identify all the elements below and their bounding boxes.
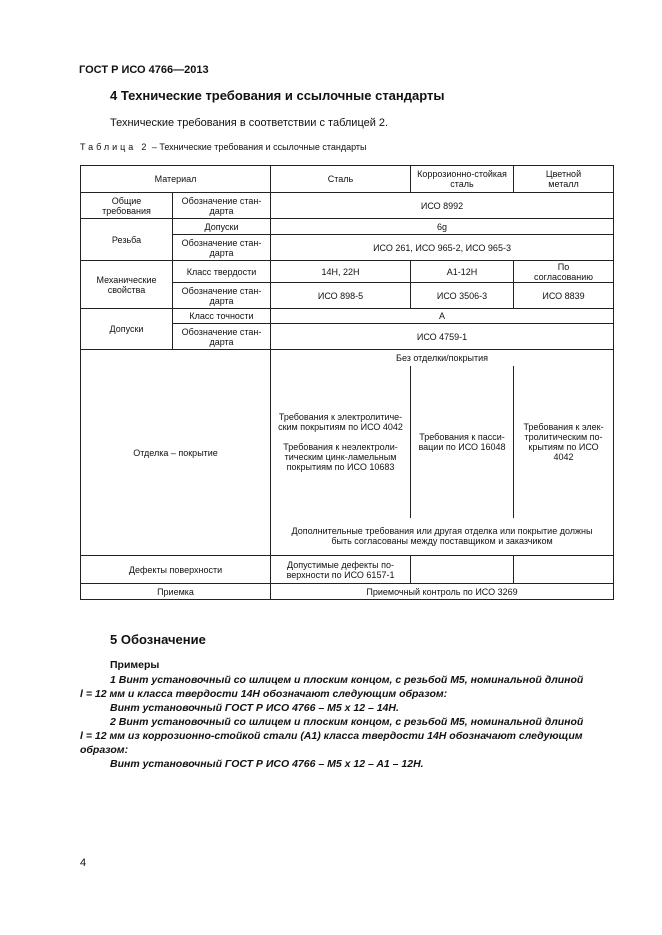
cell-tolerances: Допуски xyxy=(173,219,271,235)
example-1-designation: Винт установочный ГОСТ Р ИСО 4766 – M5 x 12 – 14H. xyxy=(110,702,399,714)
example-1-line-2: l = 12 мм и класса твердости 14H обозначают следующим образом: xyxy=(80,688,448,700)
section-5-title: 5 Обозначение xyxy=(110,632,206,647)
cell-stainless-finish: Требования к пасси- вации по ИСО 16048 xyxy=(411,366,514,518)
cell-iso8839: ИСО 8839 xyxy=(514,283,614,309)
cell-empty-stainless xyxy=(411,556,514,584)
cell-6g: 6g xyxy=(271,219,614,235)
cell-empty-nonferrous xyxy=(514,556,614,584)
cell-std-designation: Обозначение стан- дарта xyxy=(173,193,271,219)
requirements-table xyxy=(80,165,614,600)
cell-surface-defects: Допустимые дефекты по- верхности по ИСО 6157-1 xyxy=(271,556,411,584)
cell-no-finish: Без отделки/покрытия xyxy=(271,350,614,366)
steel-finish-zinc-flake: Требования к неэлектроли- тическим цинк-ламельным покрытиям по ИСО 10683 xyxy=(283,441,398,472)
header-nonferrous: Цветной металл xyxy=(514,166,614,193)
document-header: ГОСТ Р ИСО 4766—2013 xyxy=(79,64,209,76)
cell-nonferrous-finish: Требования к элек- тролитическим по- крытиям по ИСО 4042 xyxy=(514,366,614,518)
cell-std-designation: Обозначение стан- дарта xyxy=(173,283,271,309)
cell-thread-std: ИСО 261, ИСО 965-2, ИСО 965-3 xyxy=(271,235,614,261)
cell-steel-finish xyxy=(271,366,411,518)
steel-finish-electrolytic: Требования к электролитиче- ским покрытиям по ИСО 4042 xyxy=(278,411,403,432)
row-thread: Резьба xyxy=(81,219,173,261)
page-number: 4 xyxy=(80,857,87,869)
cell-stainless-hardness: A1-12H xyxy=(411,261,514,283)
cell-iso8992: ИСО 8992 xyxy=(271,193,614,219)
table-caption-word: Таблица xyxy=(80,142,137,152)
cell-iso898: ИСО 898-5 xyxy=(271,283,411,309)
header-material: Материал xyxy=(81,166,271,193)
row-general: Общие требования xyxy=(81,193,173,219)
cell-std-designation: Обозначение стан- дарта xyxy=(173,324,271,350)
intro-text: Технические требования в соответствии с таблицей 2. xyxy=(110,117,389,129)
row-finish: Отделка – покрытие xyxy=(81,350,271,556)
example-2 xyxy=(80,715,612,771)
examples-title: Примеры xyxy=(110,659,160,671)
cell-steel-hardness: 14H, 22H xyxy=(271,261,411,283)
example-2-line-3: образом: xyxy=(80,744,129,756)
cell-accuracy-class: Класс точности xyxy=(173,309,271,324)
example-2-line-2: l = 12 мм из коррозионно-стойкой стали (A1) класса твердости 14H обозначают следующим xyxy=(80,730,583,742)
cell-hardness-class: Класс твердости xyxy=(173,261,271,283)
cell-iso4759: ИСО 4759-1 xyxy=(271,324,614,350)
header-steel: Сталь xyxy=(271,166,411,193)
table-caption xyxy=(80,142,367,152)
table-caption-number: 2 xyxy=(141,142,150,152)
header-stainless: Коррозионно-стойкая сталь xyxy=(411,166,514,193)
row-surface-defects: Дефекты поверхности xyxy=(81,556,271,584)
row-acceptance: Приемка xyxy=(81,584,271,600)
example-2-designation: Винт установочный ГОСТ Р ИСО 4766 – M5 x 12 – A1 – 12H. xyxy=(110,758,424,770)
example-1-line-1: 1 Винт установочный со шлицем и плоским концом, с резьбой М5, номинальной длиной xyxy=(110,674,584,686)
row-tolerances: Допуски xyxy=(81,309,173,350)
example-2-line-1: 2 Винт установочный со шлицем и плоским концом, с резьбой М5, номинальной длиной xyxy=(110,716,584,728)
cell-nonferrous-hardness: По согласованию xyxy=(514,261,614,283)
section-4-title: 4 Технические требования и ссылочные стандарты xyxy=(110,88,445,103)
cell-std-designation: Обозначение стан- дарта xyxy=(173,235,271,261)
cell-iso3506: ИСО 3506-3 xyxy=(411,283,514,309)
row-mechanical: Механические свойства xyxy=(81,261,173,309)
cell-extra-finish: Дополнительные требования или другая отделка или покрытие должны быть согласованы между поставщиком и заказчиком xyxy=(271,518,614,556)
cell-iso3269: Приемочный контроль по ИСО 3269 xyxy=(271,584,614,600)
example-1 xyxy=(80,673,612,715)
cell-accuracy-value: A xyxy=(271,309,614,324)
table-caption-text: – Технические требования и ссылочные стандарты xyxy=(151,142,367,152)
